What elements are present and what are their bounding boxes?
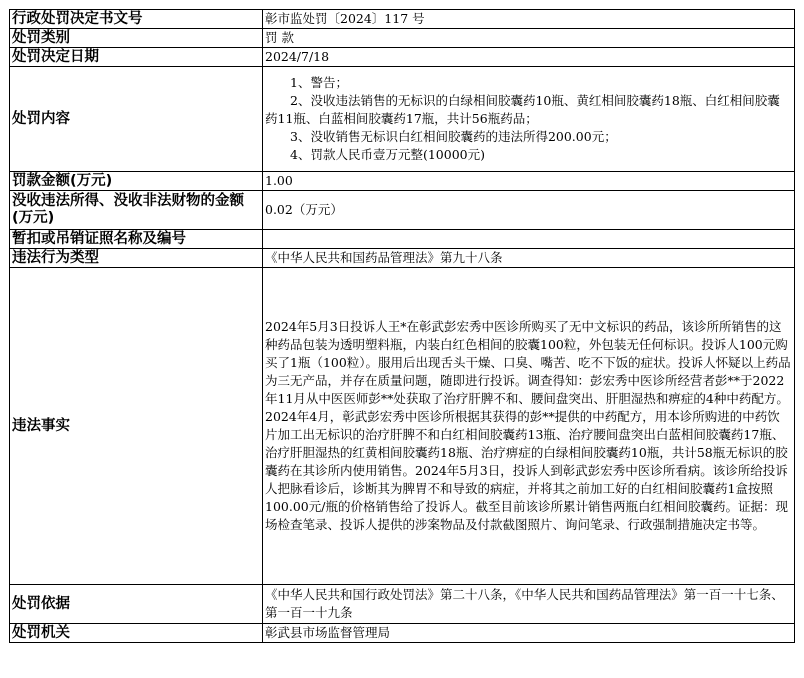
row-license [10,230,795,249]
license-label: 暂扣或吊销证照名称及编号 [10,230,263,249]
authority-value: 彰武县市场监督管理局 [263,624,795,643]
penalty-item: 1、警告； [290,75,348,90]
facts-label: 违法事实 [10,268,263,585]
row-fine-amount [10,172,795,191]
row-confiscation [10,191,795,230]
doc-number-label: 行政处罚决定书文号 [10,10,263,29]
category-value: 罚 款 [263,29,795,48]
basis-value: 《中华人民共和国行政处罚法》第二十八条，《中华人民共和国药品管理法》第一百一十七条、第一百一十九条 [263,585,795,624]
fine-amount-label: 罚款金额(万元) [10,172,263,191]
violation-type-value: 《中华人民共和国药品管理法》第九十八条 [263,249,795,268]
penalty-item: 3、没收销售无标识白红相间胶囊药的违法所得200.00元； [290,129,617,144]
row-basis [10,585,795,624]
basis-label: 处罚依据 [10,585,263,624]
row-category [10,29,795,48]
penalty-content-value [263,67,795,172]
penalty-content-label: 处罚内容 [10,67,263,172]
confiscation-value: 0.02（万元） [263,191,795,230]
row-facts [10,268,795,585]
row-penalty-content [10,67,795,172]
violation-type-label: 违法行为类型 [10,249,263,268]
fine-amount-value: 1.00 [263,172,795,191]
facts-value: 2024年5月3日投诉人王*在彰武彭宏秀中医诊所购买了无中文标识的药品，该诊所所销售的这种药品包装为透明塑料瓶，内装白红色相间的胶囊100粒，外包装无任何标识。投诉人100元购买了1瓶（100粒）。服用后出现舌头干燥、口臭、嘴苦、吃不下饭的症状。投诉人怀疑以上药品为三无产品，并存在质量问题，随即进行投诉。调查得知：彭宏秀中医诊所经营者彭**于2022年11月从中医医师彭**处获取了治疗肝脾不和、腰间盘突出、肝胆湿热和痹症的4种中药配方。2024年4月，彰武彭宏秀中医诊所根据其获得的彭**提供的中药配方，用本诊所购进的中药饮片加工出无标识的治疗肝脾不和白红相间胶囊药13瓶、治疗腰间盘突出白蓝相间胶囊药17瓶、治疗肝胆湿热的红黄相间胶囊药18瓶、治疗痹症的白绿相间胶囊药10瓶，共计58瓶无标识的胶囊药在其诊所内使用销售。2024年5月3日，投诉人到彰武彭宏秀中医诊所看病。该诊所给投诉人把脉看诊后，诊断其为脾胃不和导致的病症，并将其之前加工好的白红相间胶囊药1盒按照100.00元/瓶的价格销售给了投诉人。截至目前该诊所累计销售两瓶白红相间胶囊药。证据：现场检查笔录、投诉人提供的涉案物品及付款截图照片、询问笔录、行政强制措施决定书等。 [263,268,795,585]
doc-number-value: 彰市监处罚〔2024〕117 号 [263,10,795,29]
authority-label: 处罚机关 [10,624,263,643]
penalty-item: 4、罚款人民币壹万元整(10000元) [290,147,485,162]
penalty-decision-table [9,9,795,643]
decision-date-value: 2024/7/18 [263,48,795,67]
row-decision-date [10,48,795,67]
row-authority [10,624,795,643]
row-doc-number [10,10,795,29]
license-value [263,230,795,249]
decision-date-label: 处罚决定日期 [10,48,263,67]
penalty-item: 2、没收违法销售的无标识的白绿相间胶囊药10瓶、黄红相间胶囊药18瓶、白红相间胶囊药11瓶、白蓝相间胶囊药17瓶，共计56瓶药品； [265,93,780,126]
row-violation-type [10,249,795,268]
confiscation-label: 没收违法所得、没收非法财物的金额(万元) [10,191,263,230]
category-label: 处罚类别 [10,29,263,48]
